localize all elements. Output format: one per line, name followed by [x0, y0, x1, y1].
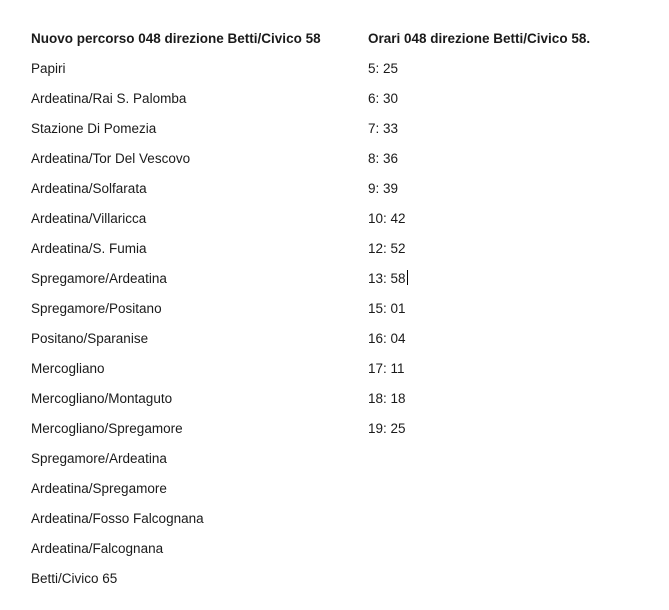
time-item [368, 60, 658, 90]
stop-item: Ardeatina/Tor Del Vescovo [31, 151, 191, 166]
stop-item: Ardeatina/Fosso Falcognana [31, 511, 204, 526]
time-text: 12: 52 [368, 241, 406, 256]
times-list [368, 60, 658, 450]
route-column [31, 30, 351, 600]
time-item [368, 90, 658, 120]
stop-item: Positano/Sparanise [31, 331, 149, 346]
stop-item: Spregamore/Positano [31, 301, 162, 316]
text-cursor [407, 270, 408, 285]
time-text: 16: 04 [368, 331, 406, 346]
time-item [368, 390, 658, 420]
stop-item: Betti/Civico 65 [31, 571, 118, 586]
time-text: 7: 33 [368, 121, 399, 136]
stops-list [31, 60, 351, 600]
stop-item: Ardeatina/Falcognana [31, 541, 164, 556]
time-item [368, 270, 658, 300]
stop-item: Ardeatina/Rai S. Palomba [31, 91, 187, 106]
stop-item: Mercogliano/Spregamore [31, 421, 183, 436]
time-text: 17: 11 [368, 361, 405, 376]
time-text: 5: 25 [368, 61, 399, 76]
time-text: 15: 01 [368, 301, 406, 316]
time-text: 10: 42 [368, 211, 406, 226]
time-item [368, 300, 658, 330]
time-text: 18: 18 [368, 391, 406, 406]
stop-item: Spregamore/Ardeatina [31, 271, 167, 286]
stop-item: Ardeatina/Solfarata [31, 181, 147, 196]
time-item [368, 180, 658, 210]
time-text: 13: 58 [368, 271, 406, 286]
timetable-heading: Orari 048 direzione Betti/Civico 58. [368, 31, 591, 46]
time-item [368, 210, 658, 240]
time-item [368, 240, 658, 270]
stop-item: Ardeatina/S. Fumia [31, 241, 147, 256]
time-text: 6: 30 [368, 91, 399, 106]
timetable-column [368, 30, 658, 450]
time-item [368, 360, 658, 390]
stop-item: Spregamore/Ardeatina [31, 451, 167, 466]
stop-item: Ardeatina/Villaricca [31, 211, 147, 226]
route-heading: Nuovo percorso 048 direzione Betti/Civico 58 [31, 31, 321, 46]
time-text: 8: 36 [368, 151, 399, 166]
stop-item: Mercogliano [31, 361, 105, 376]
stop-item: Stazione Di Pomezia [31, 121, 157, 136]
time-text: 19: 25 [368, 421, 406, 436]
time-item [368, 150, 658, 180]
stop-item: Ardeatina/Spregamore [31, 481, 167, 496]
stop-item: Mercogliano/Montaguto [31, 391, 173, 406]
time-item [368, 120, 658, 150]
time-item [368, 420, 658, 450]
time-item [368, 330, 658, 360]
stop-item: Papiri [31, 61, 66, 76]
time-text: 9: 39 [368, 181, 399, 196]
